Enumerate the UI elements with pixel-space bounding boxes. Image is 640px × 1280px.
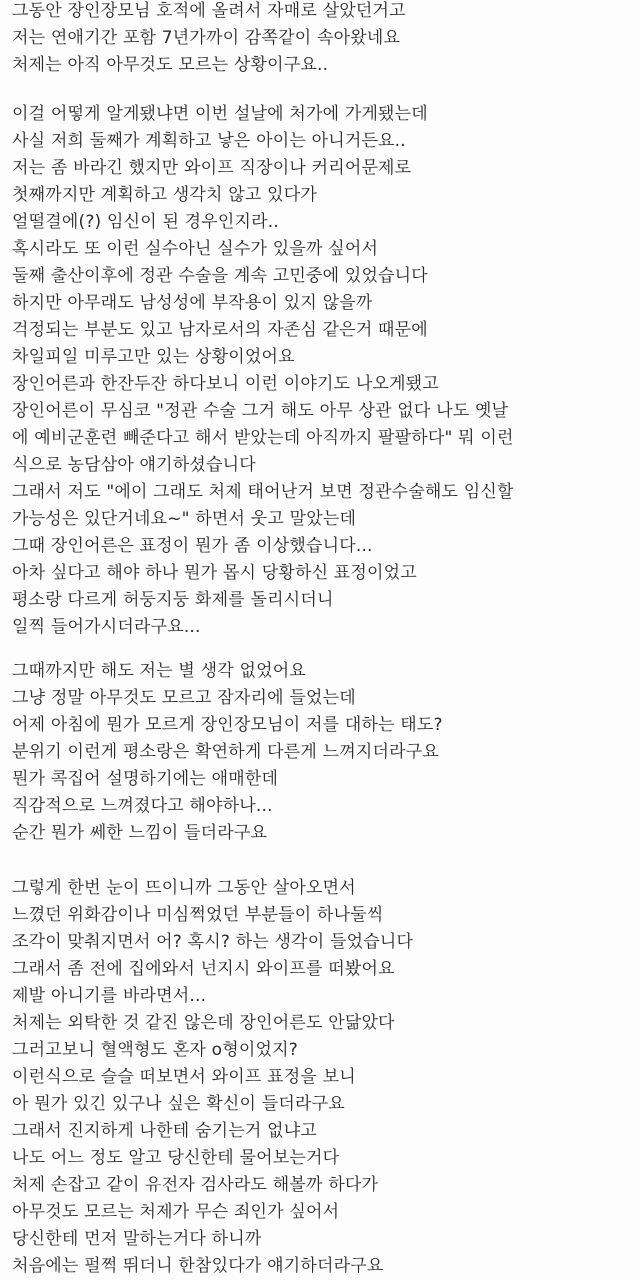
text-line: 차일피일 미루고만 있는 상황이었어요 bbox=[12, 347, 295, 367]
text-line: 나도 어느 정도 알고 당신한테 물어보는거다 bbox=[12, 1148, 340, 1168]
text-line: 당신한테 먼저 말하는거다 하니까 bbox=[12, 1229, 262, 1249]
paragraph-3 bbox=[12, 658, 632, 847]
text-line: 저는 연애기간 포함 7년가까이 감쪽같이 속아왔네요 bbox=[12, 28, 401, 48]
text-line: 그냥 정말 아무것도 모르고 잠자리에 들었는데 bbox=[12, 688, 356, 708]
text-line: 식으로 농담삼아 얘기하셨습니다 bbox=[12, 455, 256, 475]
text-line: 순간 뭔가 쎄한 느낌이 들더라구요 bbox=[12, 823, 268, 843]
text-line: 에 예비군훈련 빼준다고 해서 받았는데 아직까지 팔팔하다" 뭐 이런 bbox=[12, 428, 514, 448]
text-line: 그렇게 한번 눈이 뜨이니까 그동안 살아오면서 bbox=[12, 878, 356, 898]
text-line: 직감적으로 느껴졌다고 해야하나... bbox=[12, 796, 273, 816]
text-line: 얼떨결에(?) 임신이 된 경우인지라.. bbox=[12, 212, 279, 232]
text-line: 아무것도 모르는 처제가 무슨 죄인가 싶어서 bbox=[12, 1202, 340, 1222]
text-line: 처제는 아직 아무것도 모르는 상황이구요.. bbox=[12, 55, 329, 75]
paragraph-1 bbox=[12, 0, 632, 79]
text-line: 일찍 들어가시더라구요... bbox=[12, 617, 201, 637]
text-line: 이런식으로 슬슬 떠보면서 와이프 표정을 보니 bbox=[12, 1067, 356, 1087]
paragraph-2 bbox=[12, 101, 632, 641]
text-line: 어제 아침에 뭔가 모르게 장인장모님이 저를 대하는 태도? bbox=[12, 715, 443, 735]
paragraph-4 bbox=[12, 875, 632, 1280]
text-line: 첫째까지만 계획하고 생각치 않고 있다가 bbox=[12, 185, 317, 205]
text-line: 그래서 좀 전에 집에와서 넌지시 와이프를 떠봤어요 bbox=[12, 959, 395, 979]
text-line: 그동안 장인장모님 호적에 올려서 자매로 살았던거고 bbox=[12, 1, 406, 21]
text-line: 그러고보니 혈액형도 혼자 o형이었지? bbox=[12, 1040, 298, 1060]
text-line: 평소랑 다르게 허둥지둥 화제를 돌리시더니 bbox=[12, 590, 334, 610]
text-line: 조각이 맞춰지면서 어? 혹시? 하는 생각이 들었습니다 bbox=[12, 932, 414, 952]
text-line: 그래서 진지하게 나한테 숨기는거 없냐고 bbox=[12, 1121, 317, 1141]
text-line: 느꼈던 위화감이나 미심쩍었던 부분들이 하나둘씩 bbox=[12, 905, 384, 925]
text-line: 분위기 이런게 평소랑은 확연하게 다른게 느껴지더라구요 bbox=[12, 742, 439, 762]
text-line: 처제 손잡고 같이 유전자 검사라도 해볼까 하다가 bbox=[12, 1175, 379, 1195]
text-line: 그때까지만 해도 저는 별 생각 없었어요 bbox=[12, 661, 306, 681]
text-line: 그때 장인어른은 표정이 뭔가 좀 이상했습니다... bbox=[12, 536, 373, 556]
text-line: 그래서 저도 "에이 그래도 처제 태어난거 보면 정관수술해도 임신할 bbox=[12, 482, 514, 502]
text-line: 하지만 아무래도 남성성에 부작용이 있지 않을까 bbox=[12, 293, 373, 313]
text-line: 가능성은 있단거네요~" 하면서 웃고 말았는데 bbox=[12, 509, 357, 529]
text-line: 둘째 출산이후에 정관 수술을 계속 고민중에 있었습니다 bbox=[12, 266, 428, 286]
text-line: 장인어른이 무심코 "정관 수술 그거 해도 아무 상관 없다 나도 옛날 bbox=[12, 401, 509, 421]
text-line: 사실 저희 둘째가 계획하고 낳은 아이는 아니거든요.. bbox=[12, 131, 406, 151]
text-line: 이걸 어떻게 알게됐냐면 이번 설날에 처가에 가게됐는데 bbox=[12, 104, 428, 124]
text-line: 처음에는 펄쩍 뛰더니 한참있다가 얘기하더라구요 bbox=[12, 1256, 384, 1276]
text-line: 걱정되는 부분도 있고 남자로서의 자존심 같은거 때문에 bbox=[12, 320, 428, 340]
text-line: 저는 좀 바라긴 했지만 와이프 직장이나 커리어문제로 bbox=[12, 158, 412, 178]
text-line: 아차 싶다고 해야 하나 뭔가 몹시 당황하신 표정이었고 bbox=[12, 563, 417, 583]
text-line: 제발 아니기를 바라면서... bbox=[12, 986, 207, 1006]
text-line: 아 뭔가 있긴 있구나 싶은 확신이 들더라구요 bbox=[12, 1094, 345, 1114]
text-line: 뭔가 콕집어 설명하기에는 애매한데 bbox=[12, 769, 279, 789]
text-line: 혹시라도 또 이런 실수아닌 실수가 있을까 싶어서 bbox=[12, 239, 379, 259]
text-line: 처제는 외탁한 것 같진 않은데 장인어른도 안닮았다 bbox=[12, 1013, 395, 1033]
text-line: 장인어른과 한잔두잔 하다보니 이런 이야기도 나오게됐고 bbox=[12, 374, 439, 394]
